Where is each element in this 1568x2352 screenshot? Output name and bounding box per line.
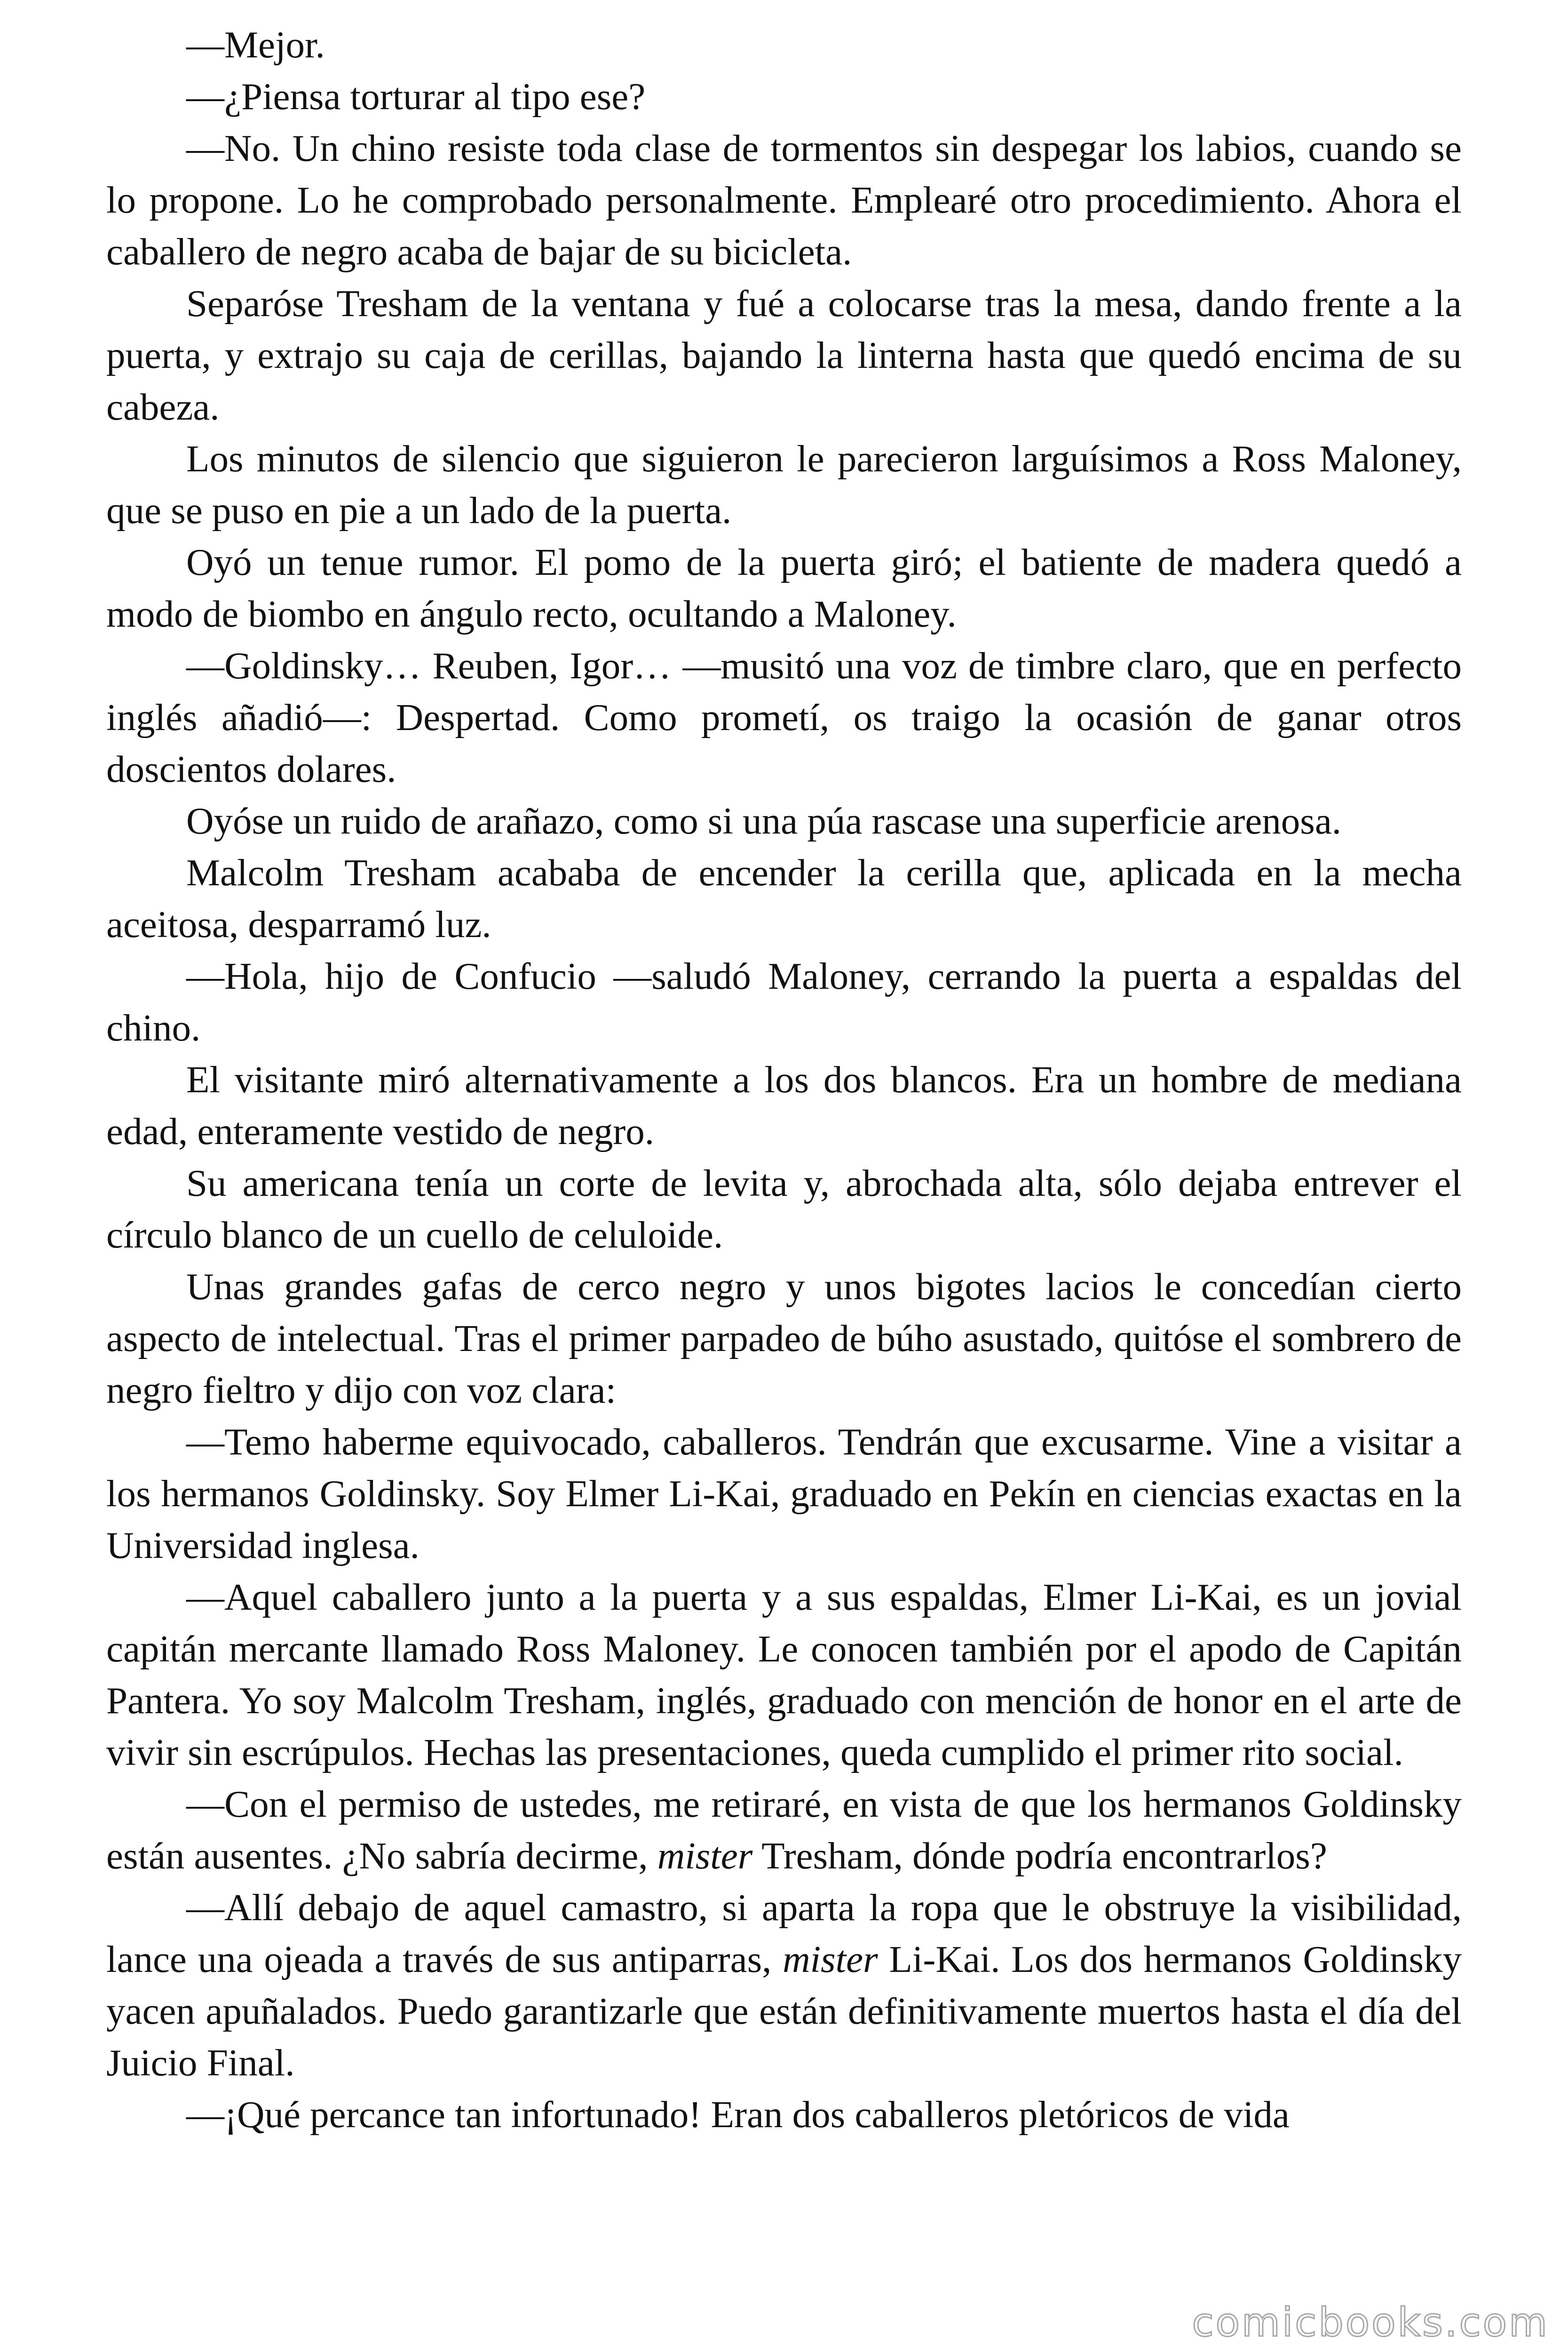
paragraph-18: —¡Qué percance tan infortunado! Eran dos caballeros pletóricos de vida — [186, 2093, 1290, 2136]
paragraph-11: El visitante miró alternativamente a los dos blancos. Era un hombre de mediana edad, enteramente vestido de negro. — [106, 1058, 1462, 1152]
paragraph-17 — [106, 1882, 1462, 2089]
paragraph-6: Oyó un tenue rumor. El pomo de la puerta giró; el batiente de madera quedó a modo de biombo en ángulo recto, ocultando a Maloney. — [106, 541, 1462, 635]
book-page — [106, 19, 1462, 2140]
paragraph-7: —Goldinsky… Reuben, Igor… —musitó una voz de timbre claro, que en perfecto inglés añadió—: Despertad. Como prometí, os traigo la ocasión de ganar otros doscientos dolares. — [106, 644, 1462, 790]
paragraph-2: —¿Piensa torturar al tipo ese? — [186, 75, 646, 118]
paragraph-3: —No. Un chino resiste toda clase de tormentos sin despegar los labios, cuando se lo propone. Lo he comprobado personalmente. Emplearé otro procedimiento. Ahora el caballero de negro acaba de bajar de su bicicleta. — [106, 127, 1462, 273]
paragraph-15: —Aquel caballero junto a la puerta y a sus espaldas, Elmer Li-Kai, es un jovial capitán mercante llamado Ross Maloney. Le conocen también por el apodo de Capitán Pantera. Yo soy Malcolm Tresham, inglés, graduado con mención de honor en el arte de vivir sin escrúpulos. Hechas las presentaciones, queda cumplido el primer rito social. — [106, 1576, 1462, 1773]
paragraph-17-text-after: Li-Kai. Los dos hermanos Goldinsky yacen apuñalados. Puedo garantizarle que están definitivamente muertos hasta el día del Juicio Final. — [106, 1938, 1462, 2084]
paragraph-16-text-before: —Con el permiso de ustedes, me retiraré, en vista de que los hermanos Goldinsky están ausentes. ¿No sabría decirme, — [106, 1783, 1462, 1877]
paragraph-4: Separóse Tresham de la ventana y fué a colocarse tras la mesa, dando frente a la puerta, y extrajo su caja de cerillas, bajando la linterna hasta que quedó encima de su cabeza. — [106, 282, 1462, 428]
paragraph-5: Los minutos de silencio que siguieron le parecieron larguísimos a Ross Maloney, que se puso en pie a un lado de la puerta. — [106, 437, 1462, 532]
paragraph-16-italic: mister — [657, 1835, 753, 1877]
paragraph-17-text-before: —Allí debajo de aquel camastro, si aparta la ropa que le obstruye la visibilidad, lance una ojeada a través de sus antiparras, — [106, 1886, 1462, 1980]
paragraph-1: —Mejor. — [186, 24, 325, 66]
watermark: comicbooks.com — [1192, 2299, 1549, 2345]
paragraph-12: Su americana tenía un corte de levita y, abrochada alta, sólo dejaba entrever el círculo blanco de un cuello de celuloide. — [106, 1162, 1462, 1256]
paragraph-8: Oyóse un ruido de arañazo, como si una púa rascase una superficie arenosa. — [186, 800, 1342, 842]
paragraph-14: —Temo haberme equivocado, caballeros. Tendrán que excusarme. Vine a visitar a los hermanos Goldinsky. Soy Elmer Li-Kai, graduado en Pekín en ciencias exactas en la Universidad inglesa. — [106, 1421, 1462, 1566]
paragraph-16 — [106, 1778, 1462, 1882]
paragraph-17-italic: mister — [783, 1938, 878, 1980]
paragraph-9: Malcolm Tresham acababa de encender la cerilla que, aplicada en la mecha aceitosa, desparramó luz. — [106, 851, 1462, 946]
paragraph-13: Unas grandes gafas de cerco negro y unos bigotes lacios le concedían cierto aspecto de intelectual. Tras el primer parpadeo de búho asustado, quitóse el sombrero de negro fieltro y dijo con voz clara: — [106, 1265, 1462, 1411]
paragraph-10: —Hola, hijo de Confucio —saludó Maloney, cerrando la puerta a espaldas del chino. — [106, 955, 1462, 1049]
paragraph-16-text-after: Tresham, dónde podría encontrarlos? — [752, 1835, 1327, 1877]
